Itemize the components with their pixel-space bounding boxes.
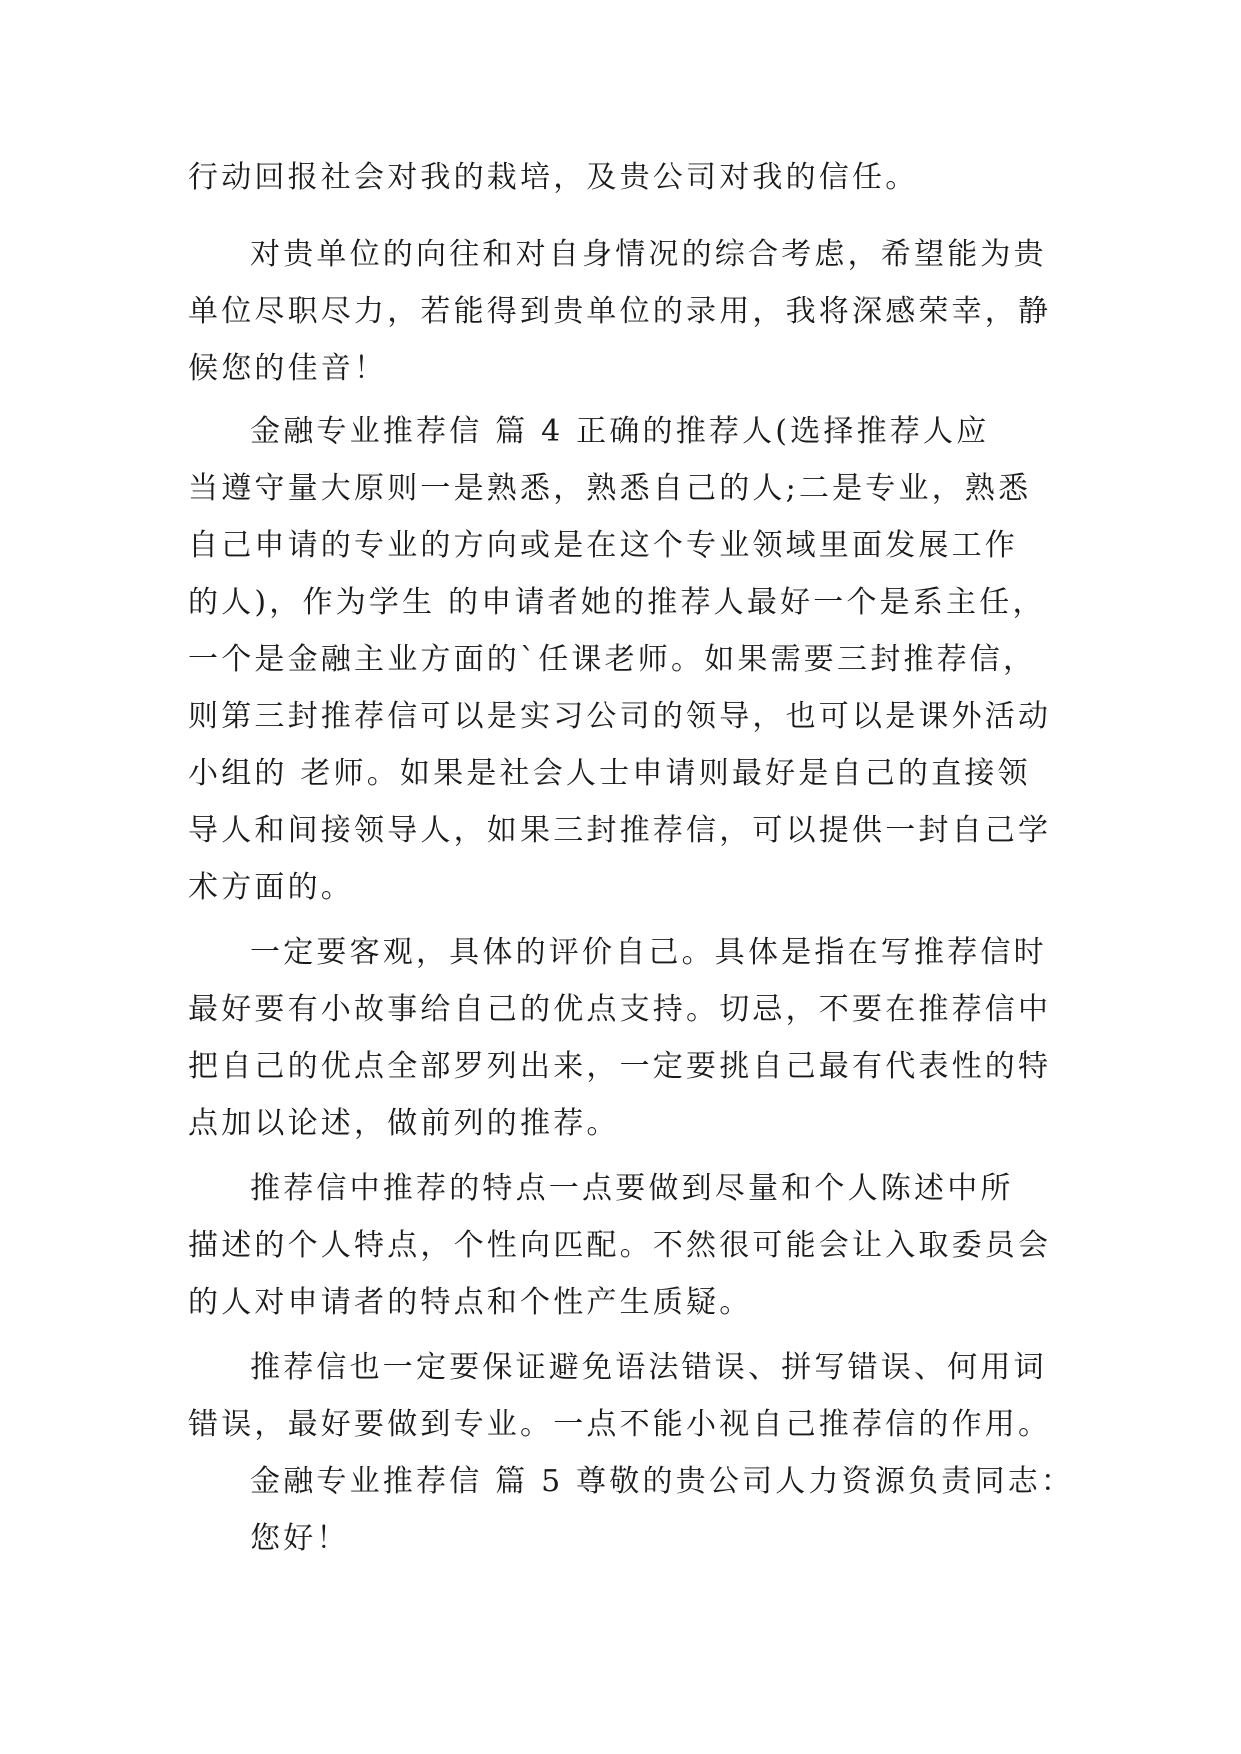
text-line: 最好要有小故事给自己的优点支持。切忌，不要在推荐信中: [188, 992, 1052, 1027]
text-line: 描述的个人特点，个性向匹配。不然很可能会让入取委员会: [188, 1228, 1052, 1263]
text-line: 小组的 老师。如果是社会人士申请则最好是自己的直接领: [188, 756, 1031, 791]
text-line: 点加以论述，做前列的推荐。: [188, 1106, 620, 1141]
text-line: 错误，最好要做到专业。一点不能小视自己推荐信的作用。: [188, 1407, 1052, 1442]
text-line: 候您的佳音！: [188, 351, 388, 386]
section-heading-line: 金融专业推荐信 篇 4 正确的推荐人(选择推荐人应: [250, 414, 990, 449]
text-line: 单位尽职尽力，若能得到贵单位的录用，我将深感荣幸，静: [188, 294, 1052, 329]
paragraph-start-line: 推荐信也一定要保证避免语法错误、拼写错误、何用词: [250, 1350, 1047, 1385]
salutation-line: 您好！: [250, 1521, 350, 1556]
text-line: 一个是金融主业方面的`任课老师。如果需要三封推荐信，: [188, 642, 1037, 677]
section-heading-line: 金融专业推荐信 篇 5 尊敬的贵公司人力资源负责同志：: [250, 1464, 1075, 1499]
text-line: 则第三封推荐信可以是实习公司的领导，也可以是课外活动: [188, 699, 1052, 734]
text-line: 的人)，作为学生 的申请者她的推荐人最好一个是系主任，: [188, 585, 1046, 620]
paragraph-start-line: 对贵单位的向往和对自身情况的综合考虑，希望能为贵: [250, 237, 1047, 272]
text-line: 的人对申请者的特点和个性产生质疑。: [188, 1285, 753, 1320]
text-line: 把自己的优点全部罗列出来，一定要挑自己最有代表性的特: [188, 1049, 1052, 1084]
text-line: 行动回报社会对我的栽培，及贵公司对我的信任。: [188, 160, 919, 195]
text-line: 导人和间接领导人，如果三封推荐信，可以提供一封自己学: [188, 813, 1052, 848]
paragraph-start-line: 一定要客观，具体的评价自己。具体是指在写推荐信时: [250, 935, 1047, 970]
text-line: 自己申请的专业的方向或是在这个专业领域里面发展工作: [188, 528, 1018, 563]
text-line: 术方面的。: [188, 870, 354, 905]
paragraph-start-line: 推荐信中推荐的特点一点要做到尽量和个人陈述中所: [250, 1171, 1014, 1206]
text-line: 当遵守量大原则一是熟悉，熟悉自己的人;二是专业，熟悉: [188, 471, 1032, 506]
